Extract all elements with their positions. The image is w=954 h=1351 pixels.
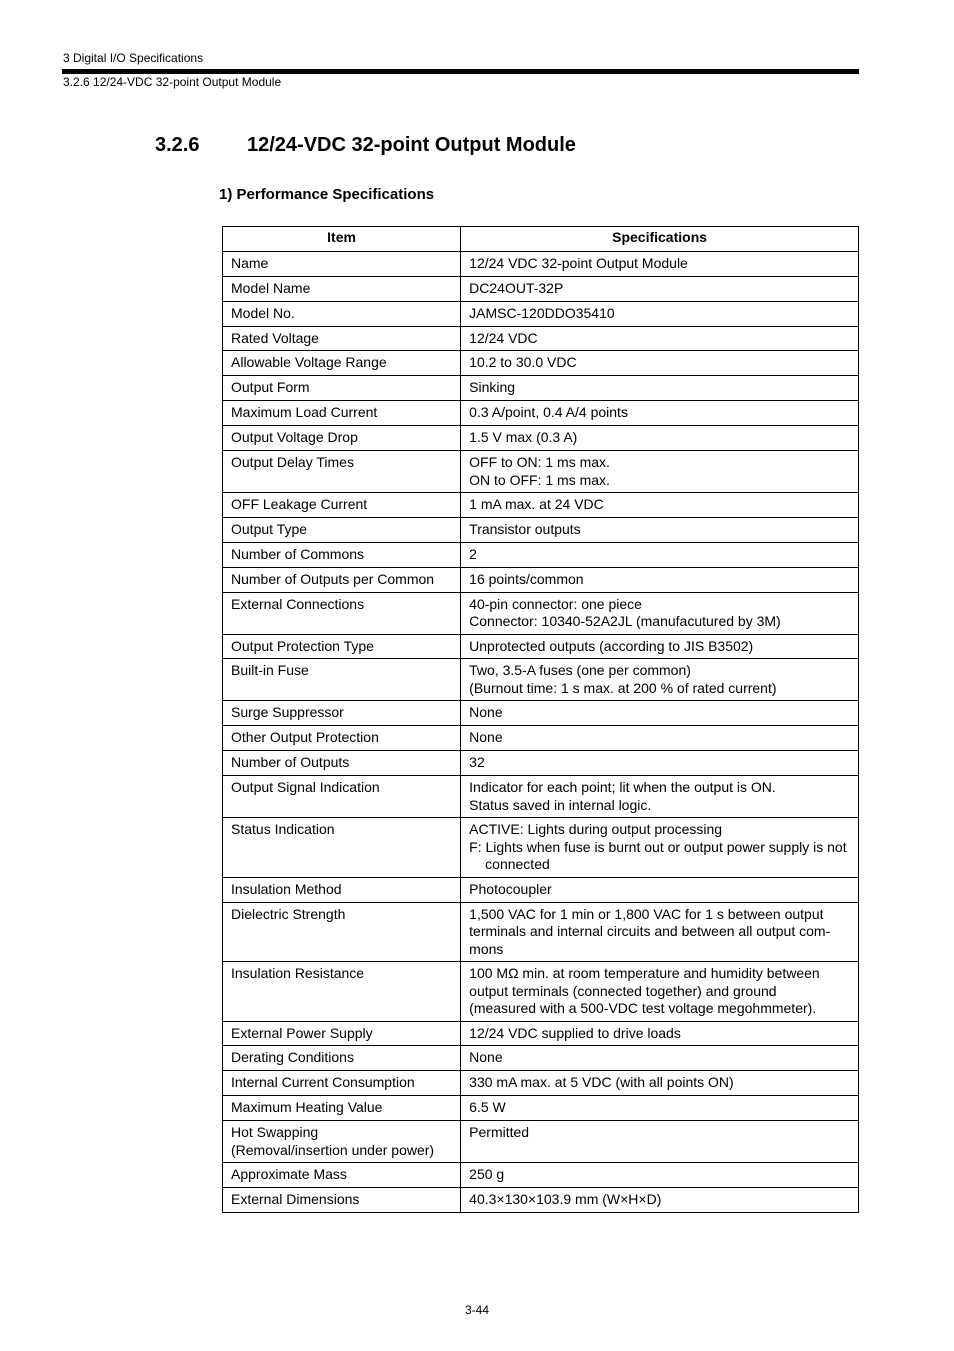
item-cell [223,1121,461,1163]
spec-cell [461,962,859,1022]
table-row [223,276,859,301]
table-row [223,251,859,276]
spec-cell [461,818,859,878]
spec-text: 12/24 VDC 32-point Output Module [469,254,688,271]
item-text: Derating Conditions [231,1049,354,1066]
item-cell [223,326,461,351]
table-header-row [223,227,859,252]
item-text: Approximate Mass [231,1166,347,1183]
item-text: Dielectric Strength [231,905,346,922]
spec-text: 12/24 VDC supplied to drive loads [469,1024,681,1041]
item-text: Output Protection Type [231,637,374,654]
table-row [223,1021,859,1046]
spec-text: 16 points/common [469,570,584,587]
spec-text: connected [485,856,550,873]
spec-cell [461,701,859,726]
spec-text: None [469,704,503,721]
section-number: 3.2.6 [155,134,200,156]
item-cell [223,542,461,567]
table-row [223,962,859,1022]
item-text: Output Signal Indication [231,779,380,796]
spec-text: Indicator for each point; lit when the output is ON. [469,779,776,796]
item-text: Output Delay Times [231,454,354,471]
spec-text: ACTIVE: Lights during output processing [469,821,723,838]
spec-text: Two, 3.5-A fuses (one per common) [469,662,691,679]
spec-cell [461,751,859,776]
item-text: Allowable Voltage Range [231,354,387,371]
item-text: Built-in Fuse [231,662,309,679]
performance-spec-table [222,226,859,1213]
spec-text: Connector: 10340-52A2JL (manufacutured by 3M) [469,613,781,630]
spec-text: JAMSC-120DDO35410 [469,304,615,321]
table-row [223,1071,859,1096]
table-row [223,326,859,351]
table-row [223,751,859,776]
item-text: Status Indication [231,821,335,838]
table-row [223,726,859,751]
subsection-title: 1) Performance Specifications [219,186,435,203]
spec-text: None [469,729,503,746]
spec-cell [461,517,859,542]
spec-text: 330 mA max. at 5 VDC (with all points ON) [469,1074,734,1091]
spec-text: 1,500 VAC for 1 min or 1,800 VAC for 1 s between output [469,905,824,922]
item-text: (Removal/insertion under power) [231,1141,435,1158]
column-header-item: Item [223,227,461,252]
spec-text: Permitted [469,1124,530,1141]
item-text: Number of Commons [231,545,365,562]
table-row [223,1163,859,1188]
spec-text: 12/24 VDC [469,329,538,346]
item-text: Surge Suppressor [231,704,344,721]
spec-cell [461,1163,859,1188]
item-cell [223,401,461,426]
spec-cell [461,877,859,902]
item-cell [223,301,461,326]
spec-cell [461,1187,859,1212]
spec-cell [461,567,859,592]
table-body [223,251,859,1212]
spec-cell [461,301,859,326]
table-row [223,493,859,518]
spec-text: 1.5 V max (0.3 A) [469,429,578,446]
spec-text: mons [469,940,504,957]
item-text: Model Name [231,279,311,296]
table-row [223,818,859,878]
item-cell [223,726,461,751]
spec-text: 250 g [469,1166,505,1183]
table-row [223,426,859,451]
spec-cell [461,401,859,426]
item-cell [223,251,461,276]
header-rule [62,69,859,74]
spec-text: 1 mA max. at 24 VDC [469,496,604,513]
spec-text: 10.2 to 30.0 VDC [469,354,577,371]
spec-cell [461,1046,859,1071]
item-cell [223,592,461,634]
spec-cell [461,1121,859,1163]
spec-text: (Burnout time: 1 s max. at 200 % of rated current) [469,679,777,696]
spec-cell [461,1071,859,1096]
table-row [223,567,859,592]
spec-cell [461,726,859,751]
item-cell [223,376,461,401]
item-cell [223,751,461,776]
table-row [223,877,859,902]
running-header-section: 3.2.6 12/24-VDC 32-point Output Module [63,75,282,89]
table-row [223,659,859,701]
item-cell [223,517,461,542]
table-row [223,351,859,376]
item-text: Number of Outputs per Common [231,570,435,587]
spec-text: 32 [469,754,485,771]
section-title [155,134,576,157]
item-text: Hot Swapping [231,1124,319,1141]
item-text: Output Type [231,520,308,537]
running-header-chapter: 3 Digital I/O Specifications [63,51,204,65]
item-cell [223,1163,461,1188]
item-text: Insulation Resistance [231,965,365,982]
table-row [223,401,859,426]
page-number: 3-44 [464,1303,490,1317]
item-text: Number of Outputs [231,754,350,771]
item-cell [223,877,461,902]
table-row [223,517,859,542]
table-row [223,542,859,567]
table-row [223,376,859,401]
column-header-specifications: Specifications [461,227,859,252]
spec-cell [461,251,859,276]
spec-cell [461,1096,859,1121]
table-row [223,634,859,659]
item-cell [223,1071,461,1096]
item-cell [223,426,461,451]
item-text: Maximum Load Current [231,404,378,421]
spec-text: ON to OFF: 1 ms max. [469,471,610,488]
table-row [223,451,859,493]
section-title-text: 12/24-VDC 32-point Output Module [247,134,576,156]
item-text: Output Form [231,379,310,396]
spec-cell [461,1021,859,1046]
spec-cell [461,592,859,634]
item-cell [223,451,461,493]
spec-cell [461,376,859,401]
item-text: Maximum Heating Value [231,1099,383,1116]
table-row [223,301,859,326]
item-text: External Power Supply [231,1024,373,1041]
item-cell [223,634,461,659]
item-text: Other Output Protection [231,729,379,746]
spec-text: 0.3 A/point, 0.4 A/4 points [469,404,628,421]
item-cell [223,776,461,818]
table-row [223,1096,859,1121]
item-text: Model No. [231,304,295,321]
spec-text: output terminals (connected together) and ground [469,982,777,999]
spec-text: Photocoupler [469,880,552,897]
item-cell [223,276,461,301]
item-text: OFF Leakage Current [231,496,368,513]
item-cell [223,1046,461,1071]
item-cell [223,1021,461,1046]
table-row [223,1121,859,1163]
spec-cell [461,326,859,351]
spec-text: None [469,1049,503,1066]
spec-cell [461,776,859,818]
item-cell [223,962,461,1022]
item-text: Internal Current Consumption [231,1074,415,1091]
item-text: Insulation Method [231,880,342,897]
spec-text: DC24OUT-32P [469,279,564,296]
item-text: Output Voltage Drop [231,429,358,446]
item-text: Name [231,254,269,271]
spec-cell [461,276,859,301]
spec-text: F: Lights when fuse is burnt out or output power supply is not [469,838,847,855]
table-row [223,592,859,634]
spec-cell [461,659,859,701]
item-text: External Connections [231,595,365,612]
spec-text: 100 MΩ min. at room temperature and humidity between [469,965,820,982]
spec-text: 40.3×130×103.9 mm (W×H×D) [469,1190,662,1207]
item-cell [223,902,461,962]
item-cell [223,659,461,701]
item-cell [223,1187,461,1212]
item-cell [223,701,461,726]
spec-cell [461,634,859,659]
table-row [223,701,859,726]
item-text: Rated Voltage [231,329,319,346]
item-cell [223,567,461,592]
spec-text: Sinking [469,379,516,396]
spec-text: Status saved in internal logic. [469,796,652,813]
item-cell [223,351,461,376]
table-row [223,1046,859,1071]
spec-text: Transistor outputs [469,520,581,537]
spec-text: terminals and internal circuits and between all output com- [469,923,831,940]
item-cell [223,818,461,878]
spec-text: 6.5 W [469,1099,506,1116]
spec-text: 40-pin connector: one piece [469,595,642,612]
table-row [223,902,859,962]
table-row [223,1187,859,1212]
spec-text: 2 [469,545,477,562]
spec-text: Unprotected outputs (according to JIS B3502) [469,637,754,654]
item-cell [223,493,461,518]
table-row [223,776,859,818]
spec-cell [461,542,859,567]
item-cell [223,1096,461,1121]
spec-text: OFF to ON: 1 ms max. [469,454,610,471]
spec-cell [461,902,859,962]
spec-cell [461,426,859,451]
spec-text: (measured with a 500-VDC test voltage megohmmeter). [469,1000,817,1017]
spec-cell [461,451,859,493]
spec-cell [461,351,859,376]
item-text: External Dimensions [231,1190,360,1207]
spec-cell [461,493,859,518]
